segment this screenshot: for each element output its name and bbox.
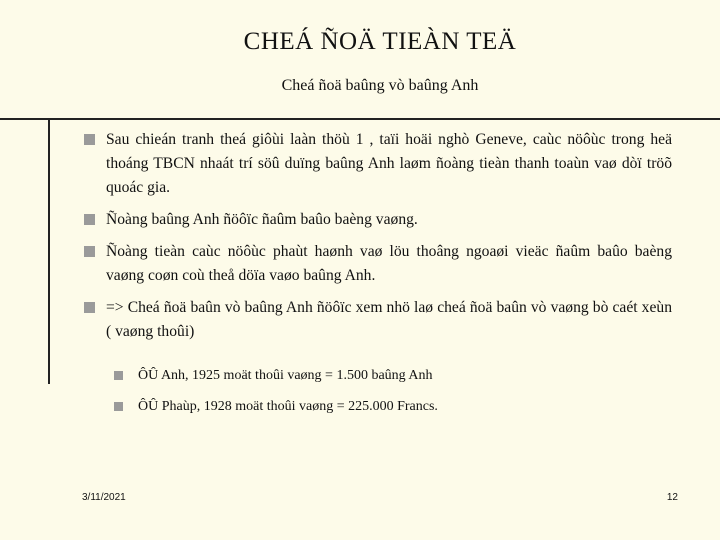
sub-bullet-text: ÔÛ Phaùp, 1928 moät thoûi vaøng = 225.000 Francs. [138,399,438,414]
slide-subtitle: Cheá ñoä baûng vò baûng Anh [281,77,479,94]
left-accent-bar [0,118,50,384]
square-bullet-icon [84,246,95,257]
bullet-text: => Cheá ñoä baûn vò baûng Anh ñöôïc xem nhö laø cheá ñoä baûn vò vaøng bò caét xeùn ( vaøng thoûi) [106,299,672,340]
square-bullet-icon [84,214,95,225]
sub-bullet-list [112,366,672,428]
bullet-item [82,240,672,288]
sub-bullet-item [112,366,672,386]
square-bullet-icon [114,371,123,380]
bullet-text: Ñoàng baûng Anh ñöôïc ñaûm baûo baèng vaøng. [106,211,418,228]
bullet-text: Sau chieán tranh theá giôùi laàn thöù 1 , taïi hoäi nghò Geneve, caùc nöôùc trong heä thoáng TBCN nhaát trí söû duïng baûng Anh laøm ñoàng tieàn thanh toaùn vaø dòï tröõ quoác gia. [106,131,672,196]
slide-title: CHEÁ ÑOÄ TIEÀN TEÄ [243,28,517,55]
square-bullet-icon [84,302,95,313]
page-number: 12 [666,492,678,503]
title-divider-line [0,118,720,120]
bullet-item [82,128,672,200]
bullet-item [82,296,672,344]
bullet-text: Ñoàng tieàn caùc nöôùc phaùt haønh vaø löu thoâng ngoaøi vieäc ñaûm baûo baèng vaøng coøn coù theå döïa vaøo baûng Anh. [106,243,672,284]
sub-bullet-item [112,397,672,417]
square-bullet-icon [114,402,123,411]
bullet-item [82,208,672,232]
sub-bullet-text: ÔÛ Anh, 1925 moät thoûi vaøng = 1.500 baûng Anh [138,368,433,383]
footer-date: 3/11/2021 [82,492,126,503]
bullet-list [82,128,672,352]
square-bullet-icon [84,134,95,145]
